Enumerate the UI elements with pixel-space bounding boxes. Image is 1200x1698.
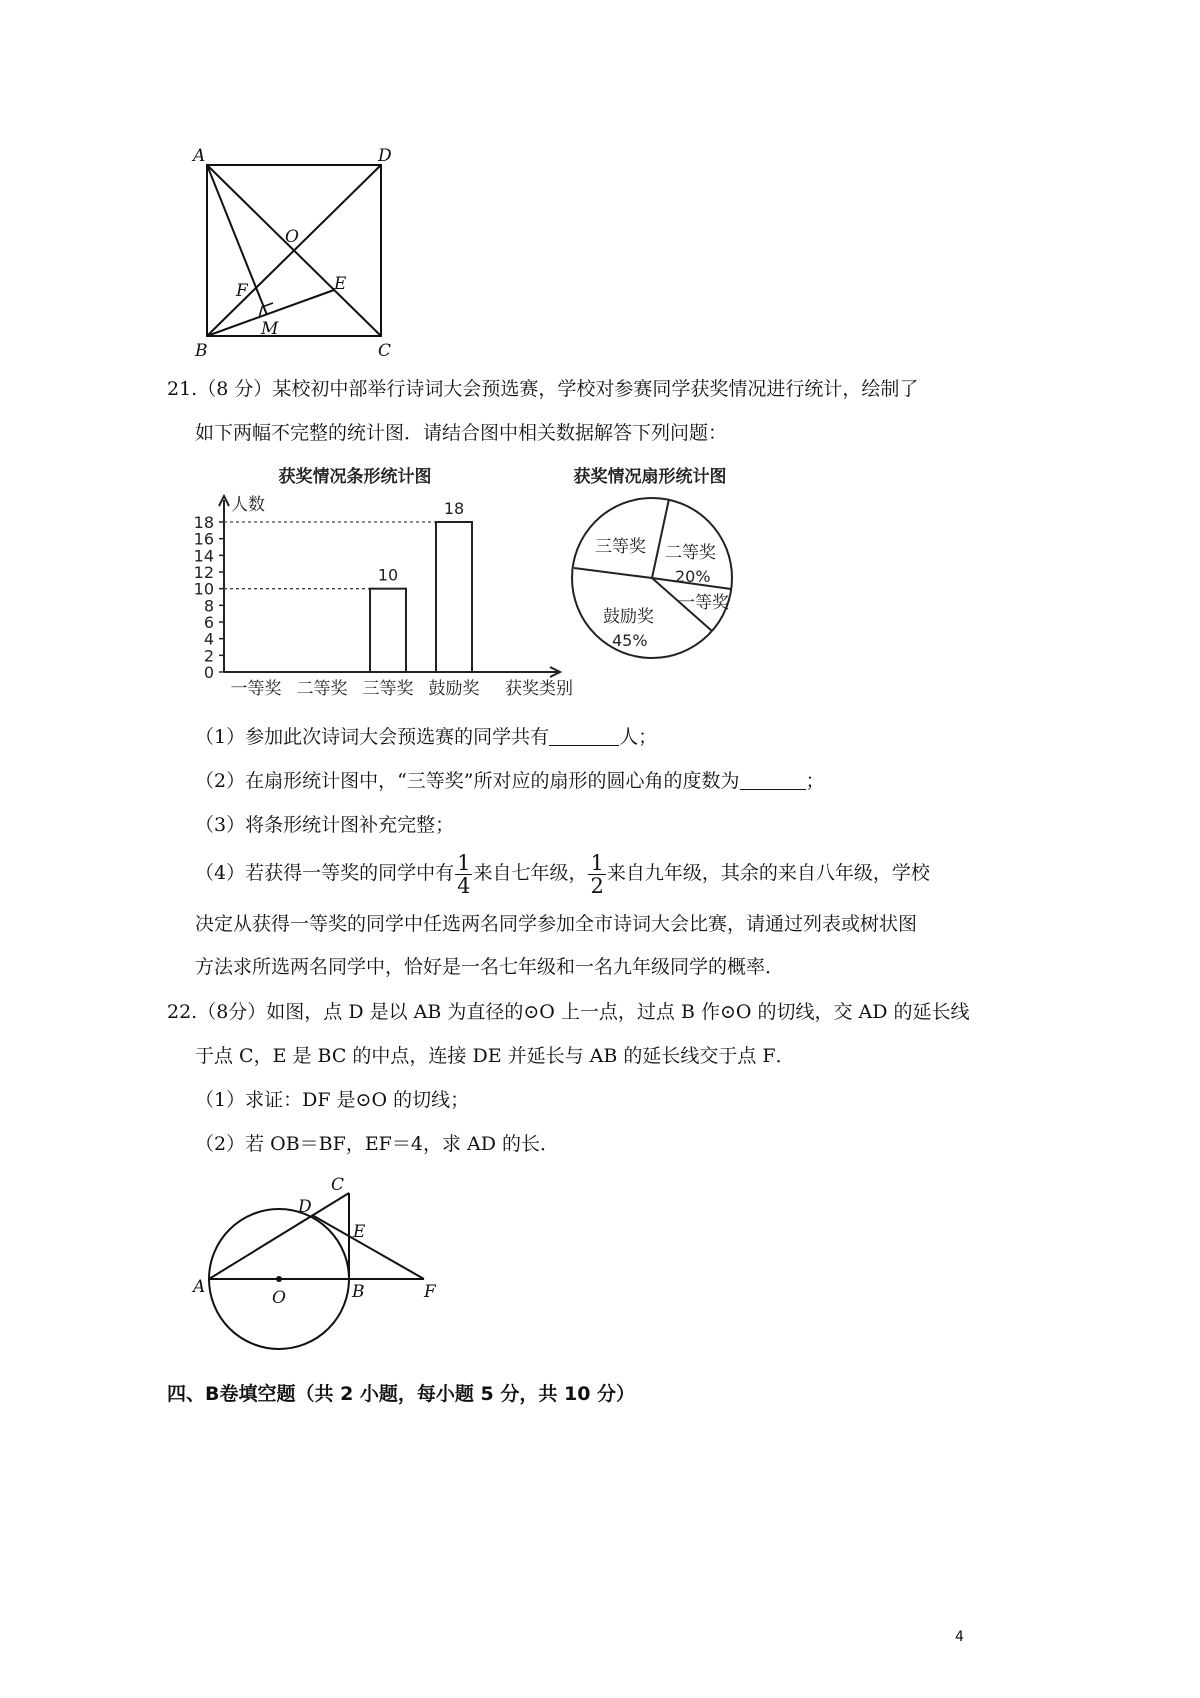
answer-blank-1	[549, 726, 619, 746]
q22-line2: 于点 C，E 是 BC 的中点，连接 DE 并延长与 AB 的延长线交于点 F．	[195, 1045, 795, 1067]
bar	[370, 589, 406, 672]
page-number: 4	[955, 1629, 964, 1645]
q21-line1: 21.（8 分）某校初中部举行诗词大会预选赛，学校对参赛同学获奖情况进行统计，绘制了	[167, 378, 919, 400]
q21-sub3: （3）将条形统计图补充完整；	[195, 814, 455, 836]
y-tick-label: 2	[203, 646, 214, 666]
q21-sub1	[195, 724, 657, 750]
y-tick-label: 18	[193, 513, 214, 532]
y-tick-label: 16	[193, 529, 214, 549]
x-category-label: 鼓励奖	[428, 679, 480, 699]
q21-sub4-line2: 决定从获得一等奖的同学中任选两名同学参加全市诗词大会比赛，请通过列表或树状图	[195, 913, 918, 935]
q21-sub1-text-b: 人；	[619, 726, 658, 748]
label-m: M	[261, 319, 279, 339]
q21-sub2-text-a: （2）在扇形统计图中，“三等奖”所对应的扇形的圆心角的度数为	[195, 770, 740, 792]
x-category-label: 二等奖	[296, 679, 348, 699]
fraction-one-half: $\frac{1}{2}$	[590, 850, 604, 898]
answer-blank-2	[740, 770, 806, 790]
pie-pct-encourage: 45%	[612, 631, 648, 650]
q21-sub4-line3: 方法求所选两名同学中，恰好是一名七年级和一名九年级同学的概率．	[195, 956, 785, 978]
label-e2: E	[353, 1222, 366, 1242]
y-tick-label: 12	[193, 563, 214, 582]
y-tick-label: 4	[203, 629, 214, 649]
q21-line2: 如下两幅不完整的统计图．请结合图中相关数据解答下列问题：	[195, 422, 728, 444]
pie-label-second: 二等奖	[665, 543, 716, 563]
label-f: F	[236, 281, 248, 301]
pie-label-first: 一等奖	[678, 593, 729, 613]
bar	[436, 522, 472, 672]
bar-chart-x-label: 获奖类别	[505, 679, 573, 699]
bar-chart	[194, 466, 573, 699]
label-o: O	[285, 227, 299, 247]
pie-divider-4	[574, 568, 652, 578]
label-a: A	[193, 146, 206, 166]
q21-sub1-text-a: （1）参加此次诗词大会预选赛的同学共有	[195, 726, 550, 748]
label-b: B	[195, 341, 208, 361]
pie-chart	[572, 466, 732, 658]
fraction-one-quarter: $\frac{1}{4}$	[457, 850, 471, 898]
q21-sub4-line1	[195, 847, 930, 899]
bar-chart-title: 获奖情况条形统计图	[278, 467, 432, 487]
label-d: D	[378, 146, 392, 166]
q22-sub2: （2）若 OB＝BF，EF＝4，求 AD 的长．	[195, 1133, 559, 1155]
q21-sub2-text-b: ；	[805, 770, 825, 792]
label-b2: B	[352, 1282, 365, 1302]
x-category-label: 一等奖	[230, 679, 282, 699]
y-tick-label: 14	[193, 546, 214, 566]
y-tick-label: 0	[203, 663, 214, 682]
q22-sub1: （1）求证：DF 是⊙O 的切线；	[195, 1089, 470, 1111]
label-o2: O	[272, 1288, 286, 1308]
bar-value-label: 18	[443, 499, 465, 518]
y-tick-label: 6	[203, 613, 214, 632]
circle-figure	[185, 1165, 455, 1360]
square-figure	[193, 145, 420, 370]
q21-sub2	[195, 768, 825, 794]
q22-line1: 22.（8分）如图，点 D 是以 AB 为直径的⊙O 上一点，过点 B 作⊙O 的切线，交 AD 的延长线	[167, 1001, 970, 1023]
pie-label-third: 三等奖	[595, 537, 646, 557]
label-c: C	[378, 341, 392, 361]
bar-value-label: 10	[377, 565, 399, 585]
label-a2: A	[193, 1277, 206, 1297]
pie-label-encourage: 鼓励奖	[603, 607, 654, 627]
section-title: 四、B卷填空题（共 2 小题，每小题 5 分，共 10 分）	[167, 1383, 636, 1405]
pie-divider-1	[652, 499, 669, 578]
award-charts	[180, 455, 760, 705]
label-e: E	[334, 274, 347, 294]
q21-sub4-text-c: 来自九年级，其余的来自八年级，学校	[606, 862, 930, 884]
pie-pct-second: 20%	[675, 567, 711, 586]
q21-sub4-text-a: （4）若获得一等奖的同学中有	[195, 862, 455, 884]
bar-chart-y-label: 人数	[231, 495, 265, 515]
q21-sub4-text-b: 来自七年级，	[473, 862, 588, 884]
label-d2: D	[298, 1197, 312, 1217]
y-tick-label: 10	[193, 579, 214, 599]
label-f2: F	[424, 1282, 436, 1302]
x-category-label: 三等奖	[362, 679, 414, 699]
pie-chart-title: 获奖情况扇形统计图	[573, 467, 727, 487]
center-dot	[276, 1276, 282, 1282]
label-c2: C	[331, 1175, 345, 1195]
y-tick-label: 8	[203, 596, 214, 616]
